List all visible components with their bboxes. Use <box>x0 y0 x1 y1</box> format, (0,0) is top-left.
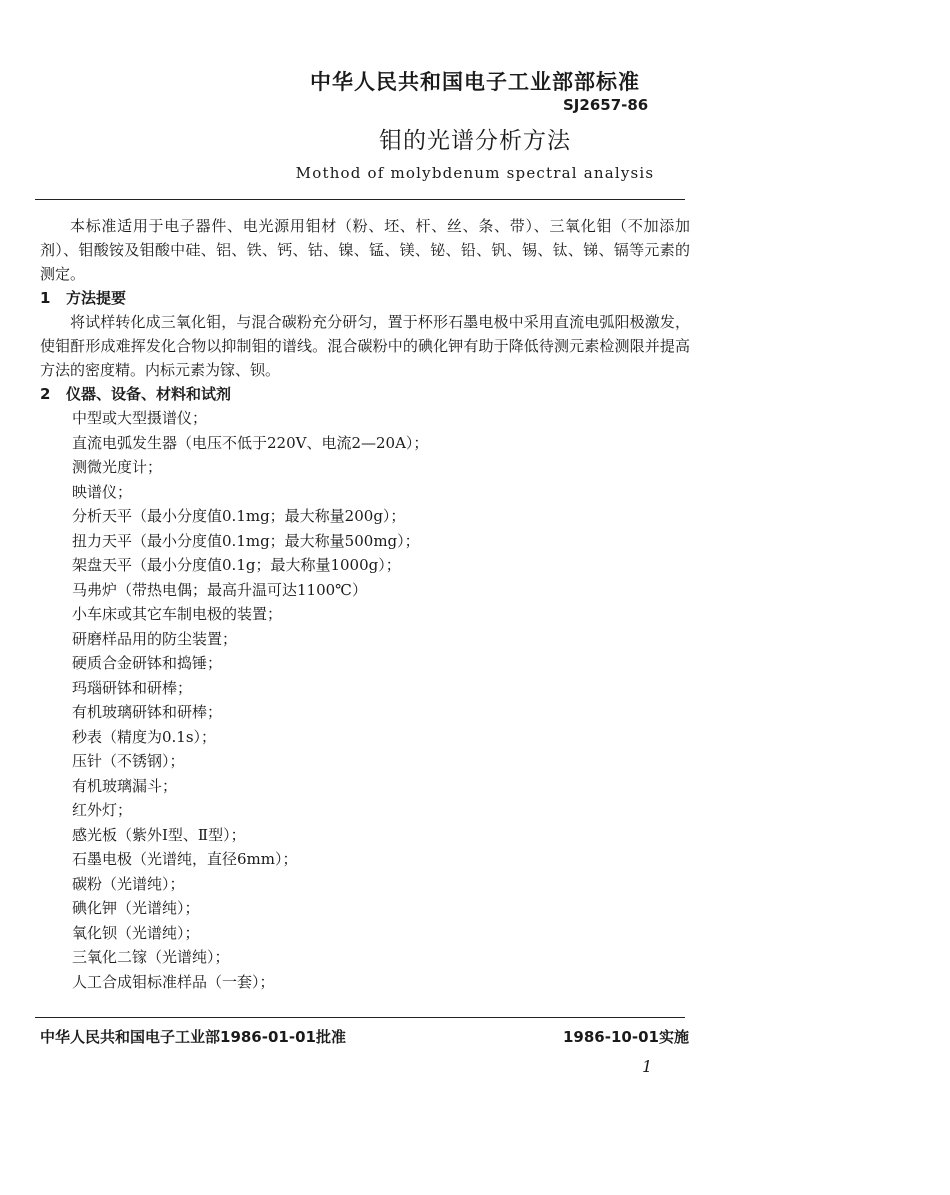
list-item: 中型或大型摄谱仪； <box>72 409 208 427</box>
section-2-title: 仪器、设备、材料和试剂 <box>66 385 232 403</box>
list-item: 映谱仪； <box>72 482 133 501</box>
standard-code: SJ2657-86 <box>563 96 649 114</box>
approval-line: 中华人民共和国电子工业部1986-01-01批准 <box>40 1028 346 1046</box>
list-item: 研磨样品用的防尘装置； <box>72 629 238 648</box>
ministry-title: 中华人民共和国电子工业部部标准 <box>310 70 640 94</box>
top-divider <box>35 199 685 200</box>
list-item: 测微光度计； <box>72 458 163 476</box>
list-item: 氧化钡（光谱纯）； <box>72 923 200 942</box>
list-item: 感光板（紫外Ⅰ型、Ⅱ型）； <box>72 825 246 844</box>
list-item: 分析天平（最小分度值0.1mg；最大称量200g）； <box>72 507 406 525</box>
list-item: 碘化钾（光谱纯）； <box>72 899 200 917</box>
list-item: 有机玻璃漏斗； <box>72 776 178 795</box>
list-item: 三氧化二镓（光谱纯）； <box>72 948 230 966</box>
section-1-paragraph: 将试样转化成三氧化钼，与混合碳粉充分研匀，置于杯形石墨电极中采用直流电弧阳极激发，使钼酐形成难挥发化合物以抑制钼的谱线。混合碳粉中的碘化钾有助于降低待测元素检测限并提高方法的密度精。内标元素为镓、钡。 <box>40 313 690 379</box>
bottom-divider <box>35 1017 685 1018</box>
document-body <box>40 214 690 994</box>
section-2-heading <box>40 382 690 406</box>
section-1-number: 1 <box>40 289 51 307</box>
list-item: 碳粉（光谱纯）； <box>72 874 185 893</box>
section-2-number: 2 <box>40 385 51 403</box>
list-item: 秒表（精度为0.1s）； <box>72 727 217 746</box>
list-item: 人工合成钼标准样品（一套）； <box>72 972 275 991</box>
list-item: 直流电弧发生器（电压不低于220V、电流2—20A）； <box>72 433 429 452</box>
list-item: 玛瑙研钵和研棒； <box>72 678 193 697</box>
list-item: 扭力天平（最小分度值0.1mg；最大称量500mg）； <box>72 531 420 550</box>
section-1-title: 方法提要 <box>66 289 127 307</box>
scope-paragraph: 本标准适用于电子器件、电光源用钼材（粉、坯、杆、丝、条、带）、三氧化钼（不加添加剂）、钼酸铵及钼酸中硅、铝、铁、钙、钴、镍、锰、镁、铋、铅、钒、锡、钛、锑、镉等元素的测定。 <box>40 217 690 283</box>
page-title: 钼的光谱分析方法 <box>379 128 571 154</box>
list-item: 红外灯； <box>72 801 133 819</box>
list-item: 硬质合金研钵和捣锤； <box>72 654 223 672</box>
list-item: 小车床或其它车制电极的装置； <box>72 605 283 623</box>
list-item: 马弗炉（带热电偶；最高升温可达1100℃） <box>72 580 367 599</box>
effective-date: 1986-10-01实施 <box>563 1028 689 1046</box>
list-item: 架盘天平（最小分度值0.1g；最大称量1000g）； <box>72 556 401 574</box>
list-item: 压针（不锈钢）； <box>72 752 185 770</box>
english-title: Mothod of molybdenum spectral analysis <box>295 164 655 182</box>
equipment-list <box>40 406 690 994</box>
list-item: 有机玻璃研钵和研棒； <box>72 703 223 721</box>
page-number: 1 <box>642 1057 653 1076</box>
section-1-heading <box>40 286 690 310</box>
list-item: 石墨电极（光谱纯，直径6mm）； <box>72 850 298 868</box>
